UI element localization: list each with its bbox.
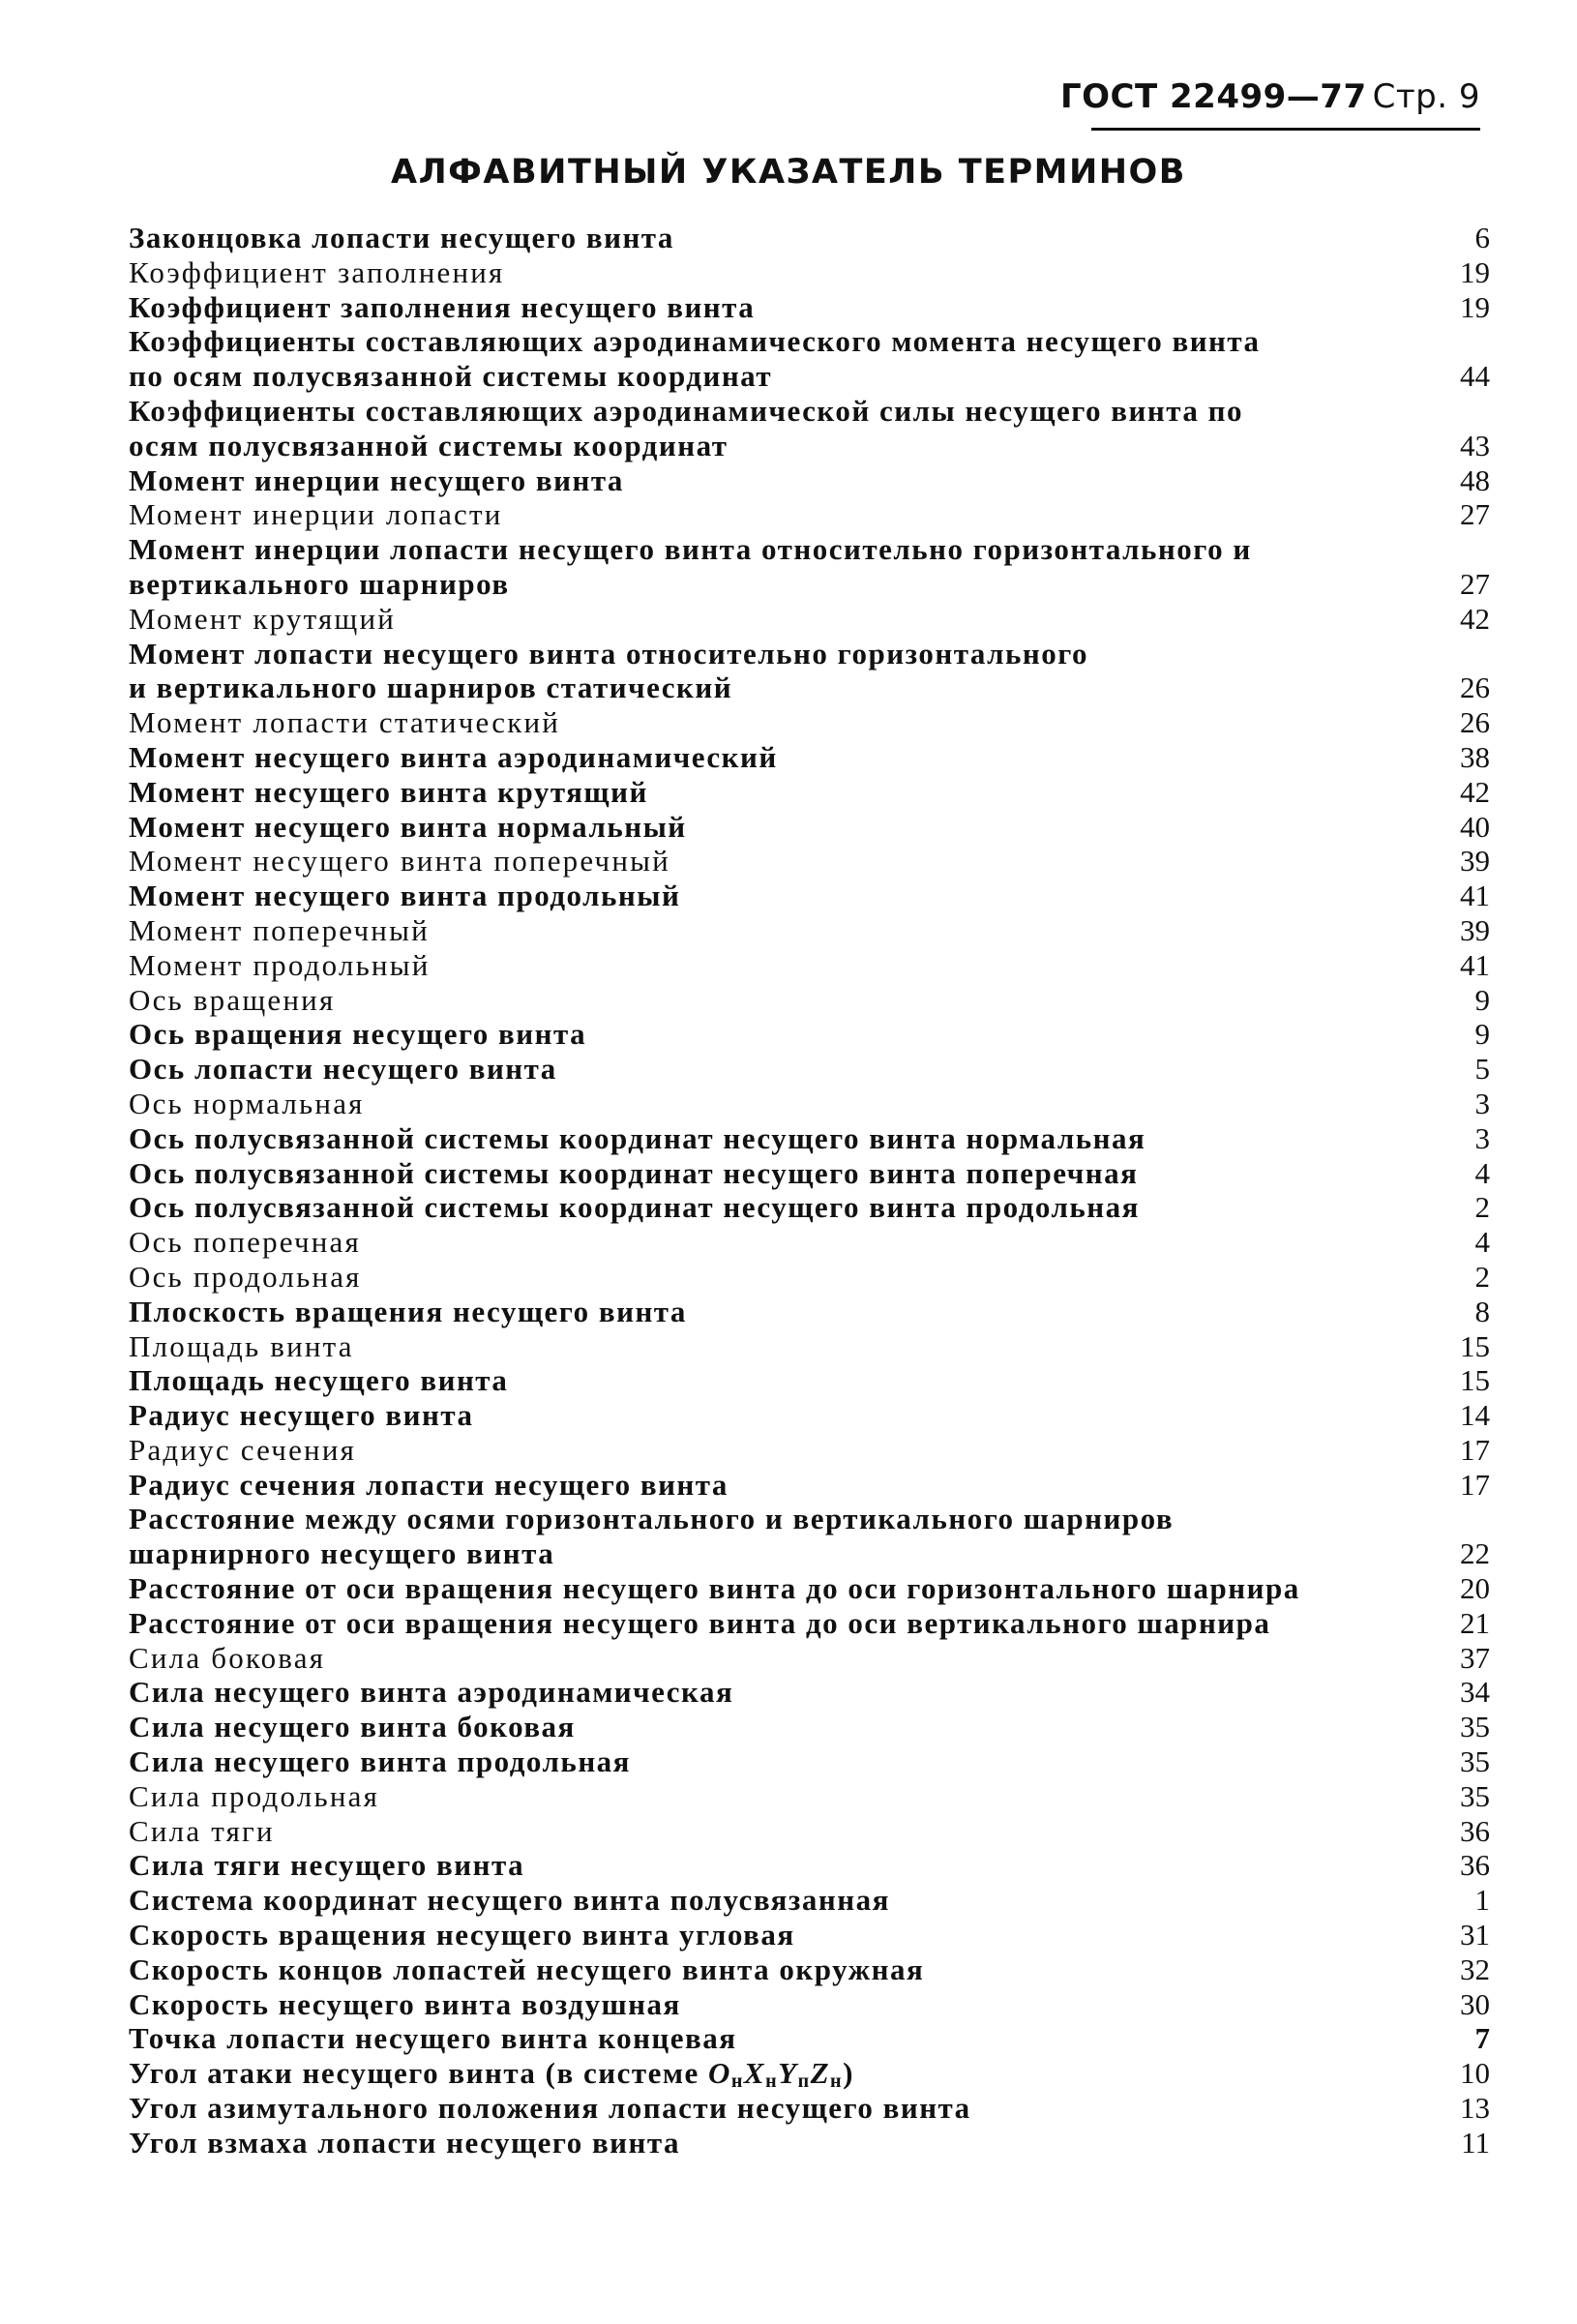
page-number: Стр. 9 [1372, 77, 1480, 116]
index-term: по осям полусвязанной системы координат [129, 359, 773, 394]
index-entry [129, 1433, 1490, 1468]
index-page-number: 35 [1460, 1710, 1490, 1744]
index-entry-line [129, 1987, 1490, 2022]
index-term: Сила несущего винта боковая [129, 1710, 576, 1744]
index-entry-line [129, 1329, 1490, 1364]
index-entry-line [129, 1710, 1490, 1744]
index-entry [129, 2126, 1490, 2160]
index-term: Радиус несущего винта [129, 1398, 474, 1433]
index-entry [129, 740, 1490, 775]
index-page-number: 15 [1460, 1363, 1490, 1398]
index-entry [129, 1156, 1490, 1191]
index-entry-line [129, 463, 1490, 498]
index-entry-line [129, 1571, 1490, 1606]
index-entry-line [129, 1225, 1490, 1260]
index-entry-line [129, 255, 1490, 290]
index-term: Коэффициент заполнения [129, 254, 505, 289]
index-entry-line [129, 1363, 1490, 1398]
index-page-number: 48 [1460, 462, 1490, 497]
index-term: Расстояние от оси вращения несущего винта до оси вертикального шарнира [129, 1605, 1271, 1640]
index-page-number: 36 [1460, 1848, 1490, 1883]
index-term: Законцовка лопасти несущего винта [129, 221, 674, 254]
index-term: Коэффициенты составляющих аэродинамического момента несущего винта [129, 324, 1261, 359]
index-term: Момент несущего винта крутящий [129, 774, 648, 809]
index-entry-line [129, 1017, 1490, 1052]
index-term: Момент инерции лопасти [129, 497, 503, 532]
index-page-number: 37 [1460, 1640, 1490, 1675]
index-term: Ось полусвязанной системы координат несущего винта поперечная [129, 1155, 1139, 1190]
index-term: Плоскость вращения несущего винта [129, 1294, 687, 1328]
index-entry-line [129, 1502, 1490, 1536]
index-entry [129, 844, 1490, 879]
index-term: Расстояние между осями горизонтального и вертикального шарниров [129, 1502, 1175, 1536]
math-symbol: O [707, 2056, 731, 2091]
index-entry [129, 2056, 1490, 2091]
index-page-number: 38 [1460, 739, 1490, 774]
index-term: и вертикального шарниров статический [129, 670, 733, 705]
index-entry [129, 1225, 1490, 1260]
index-page-number: 39 [1460, 912, 1490, 947]
index-term: Сила продольная [129, 1778, 380, 1813]
index-entry [129, 1918, 1490, 1952]
index-entry-line [129, 290, 1490, 325]
index-entry-line [129, 1260, 1490, 1295]
index-page-number: 36 [1460, 1813, 1490, 1848]
math-symbol: н [730, 2071, 744, 2092]
index-entry-line [129, 324, 1490, 359]
index-entry-line [129, 429, 1490, 463]
index-page-number: 3 [1474, 1120, 1490, 1155]
index-term: Момент несущего винта поперечный [129, 844, 670, 879]
index-entry-line [129, 2091, 1490, 2126]
index-entry [129, 705, 1490, 740]
index-entry-line [129, 705, 1490, 740]
index-term: Сила тяги [129, 1813, 275, 1848]
index-term: Момент лопасти статический [129, 705, 561, 740]
index-entry-line [129, 1398, 1490, 1433]
index-entry-line [129, 775, 1490, 810]
index-term: Угол атаки несущего винта (в системе $O_нX_нY_пZ_н$) [129, 2056, 854, 2092]
index-term: Момент несущего винта продольный [129, 879, 681, 913]
index-term: Угол взмаха лопасти несущего винта [129, 2125, 681, 2160]
index-entry [129, 1744, 1490, 1779]
index-page-number: 27 [1460, 497, 1490, 532]
index-page-number: 17 [1460, 1467, 1490, 1502]
index-entry [129, 810, 1490, 845]
index-term: Скорость вращения несущего винта угловая [129, 1918, 795, 1952]
index-page-number: 19 [1460, 254, 1490, 289]
index-entry-line [129, 1848, 1490, 1883]
index-page-number: 8 [1474, 1294, 1490, 1328]
index-page-number: 39 [1460, 844, 1490, 879]
index-entry-line [129, 221, 1490, 255]
math-symbol: Z [810, 2056, 831, 2091]
index-entry-line [129, 1190, 1490, 1225]
index-entry [129, 1814, 1490, 1849]
index-page-number: 20 [1460, 1571, 1490, 1606]
index-entry [129, 1883, 1490, 1918]
page-header [1060, 77, 1480, 116]
index-entry-line [129, 2021, 1490, 2056]
index-entry-line [129, 879, 1490, 913]
index-page-number: 7 [1474, 2021, 1490, 2056]
index-term: Скорость несущего винта воздушная [129, 1986, 681, 2021]
index-term: Площадь несущего винта [129, 1363, 509, 1398]
index-entry [129, 1952, 1490, 1987]
index-entry [129, 1295, 1490, 1329]
index-entry [129, 1641, 1490, 1676]
math-close: ) [843, 2056, 854, 2091]
term-index [129, 221, 1490, 2160]
index-term: Ось поперечная [129, 1225, 361, 1260]
index-entry-line [129, 1468, 1490, 1503]
index-page-number: 2 [1474, 1190, 1490, 1225]
header-rule [1091, 128, 1480, 131]
index-page-number: 40 [1460, 809, 1490, 844]
index-term: Ось вращения несущего винта [129, 1017, 587, 1052]
index-page-number: 4 [1474, 1155, 1490, 1190]
index-page-number: 9 [1474, 1017, 1490, 1052]
index-entry [129, 463, 1490, 498]
index-entry [129, 1398, 1490, 1433]
index-entry [129, 1121, 1490, 1156]
index-page-number: 9 [1474, 982, 1490, 1017]
index-entry [129, 1710, 1490, 1744]
math-symbol: п [797, 2071, 811, 2092]
index-term: Момент несущего винта нормальный [129, 809, 687, 844]
index-term: Ось полусвязанной системы координат несущего винта нормальная [129, 1120, 1146, 1155]
index-page-number: 14 [1460, 1398, 1490, 1433]
index-entry-line [129, 359, 1490, 394]
index-entry-line [129, 1156, 1490, 1191]
index-entry-line [129, 1536, 1490, 1571]
index-entry-line [129, 913, 1490, 948]
index-term: Ось лопасти несущего винта [129, 1052, 557, 1087]
index-entry [129, 1052, 1490, 1087]
index-entry-line [129, 602, 1490, 637]
index-entry-line [129, 1675, 1490, 1710]
index-page-number: 26 [1460, 670, 1490, 705]
index-term: Площадь винта [129, 1328, 354, 1363]
index-entry-line [129, 670, 1490, 705]
index-entry [129, 1502, 1490, 1571]
index-page-number: 4 [1474, 1225, 1490, 1260]
index-page-number: 11 [1461, 2125, 1490, 2160]
index-page-number: 17 [1460, 1432, 1490, 1467]
index-page-number: 35 [1460, 1744, 1490, 1779]
index-entry [129, 775, 1490, 810]
index-entry [129, 532, 1490, 602]
index-entry-line [129, 2126, 1490, 2160]
index-entry [129, 879, 1490, 913]
index-term: Момент поперечный [129, 912, 430, 947]
index-entry [129, 948, 1490, 983]
index-entry [129, 255, 1490, 290]
index-entry [129, 602, 1490, 637]
index-term: Ось вращения [129, 982, 336, 1017]
index-term: Момент несущего винта аэродинамический [129, 739, 778, 774]
index-page-number: 41 [1460, 879, 1490, 913]
index-entry-line [129, 1744, 1490, 1779]
index-entry-line [129, 740, 1490, 775]
index-entry-line [129, 1087, 1490, 1121]
index-page-number: 42 [1460, 601, 1490, 636]
index-entry-line [129, 1433, 1490, 1468]
index-entry [129, 1363, 1490, 1398]
index-page-number: 13 [1460, 2091, 1490, 2126]
page-title: АЛФАВИТНЫЙ УКАЗАТЕЛЬ ТЕРМИНОВ [391, 153, 1186, 192]
index-term: Сила несущего винта аэродинамическая [129, 1675, 734, 1710]
index-term: Момент крутящий [129, 601, 397, 636]
index-entry [129, 1779, 1490, 1814]
index-page-number: 31 [1460, 1918, 1490, 1952]
index-term: Ось продольная [129, 1259, 362, 1294]
index-page-number: 19 [1460, 289, 1490, 324]
index-entry [129, 290, 1490, 325]
index-entry-line [129, 1121, 1490, 1156]
index-entry [129, 1675, 1490, 1710]
index-entry-line [129, 1779, 1490, 1814]
index-term: Ось нормальная [129, 1086, 365, 1120]
index-entry-line [129, 1606, 1490, 1641]
standard-number: ГОСТ 22499—77 [1059, 77, 1367, 116]
index-page-number: 35 [1460, 1778, 1490, 1813]
index-entry [129, 1260, 1490, 1295]
index-page-number: 15 [1460, 1328, 1490, 1363]
index-entry-line [129, 394, 1490, 429]
index-entry [129, 2021, 1490, 2056]
index-entry-line [129, 844, 1490, 879]
index-page-number: 26 [1460, 705, 1490, 740]
math-symbol: X [743, 2056, 766, 2091]
math-symbol: н [765, 2071, 779, 2092]
index-page-number: 32 [1460, 1952, 1490, 1986]
index-page-number: 30 [1460, 1986, 1490, 2021]
index-entry [129, 1848, 1490, 1883]
index-entry-line [129, 2056, 1490, 2091]
index-page-number: 3 [1474, 1086, 1490, 1120]
index-entry-line [129, 1814, 1490, 1849]
index-entry [129, 1987, 1490, 2022]
index-entry-line [129, 1052, 1490, 1087]
index-entry-line [129, 1883, 1490, 1918]
index-entry [129, 1087, 1490, 1121]
index-entry-line [129, 1295, 1490, 1329]
index-entry [129, 2091, 1490, 2126]
index-entry-line [129, 567, 1490, 602]
index-term: Сила тяги несущего винта [129, 1848, 525, 1883]
index-entry [129, 1017, 1490, 1052]
index-page-number: 34 [1460, 1675, 1490, 1710]
index-page-number: 2 [1474, 1259, 1490, 1294]
index-entry-line [129, 637, 1490, 671]
index-term: Система координат несущего винта полусвязанная [129, 1883, 890, 1918]
index-entry-line [129, 1918, 1490, 1952]
index-term: вертикального шарниров [129, 566, 510, 601]
index-page-number: 44 [1460, 359, 1490, 394]
index-entry [129, 1571, 1490, 1606]
index-term: Момент лопасти несущего винта относительно горизонтального [129, 636, 1089, 670]
index-page-number: 6 [1474, 221, 1490, 254]
index-term: Момент продольный [129, 947, 431, 982]
index-term: Сила боковая [129, 1640, 326, 1675]
index-term: Коэффициенты составляющих аэродинамической силы несущего винта по [129, 393, 1243, 428]
index-term: Расстояние от оси вращения несущего винта до оси горизонтального шарнира [129, 1571, 1300, 1606]
index-page-number: 1 [1474, 1883, 1490, 1918]
index-entry [129, 1190, 1490, 1225]
index-entry-line [129, 948, 1490, 983]
index-entry [129, 1606, 1490, 1641]
index-page-number: 21 [1460, 1605, 1490, 1640]
index-entry-line [129, 497, 1490, 532]
index-entry [129, 1329, 1490, 1364]
index-page-number: 43 [1460, 428, 1490, 462]
index-page-number: 42 [1460, 774, 1490, 809]
index-term: Скорость концов лопастей несущего винта окружная [129, 1952, 925, 1986]
index-term: Угол азимутального положения лопасти несущего винта [129, 2091, 971, 2126]
index-page-number: 22 [1460, 1536, 1490, 1571]
index-term: Ось полусвязанной системы координат несущего винта продольная [129, 1190, 1140, 1225]
math-symbol: н [830, 2071, 844, 2092]
index-page-number: 41 [1460, 947, 1490, 982]
index-term: осям полусвязанной системы координат [129, 428, 729, 462]
index-entry-line [129, 1641, 1490, 1676]
math-symbol: Y [778, 2056, 798, 2091]
index-term: Сила несущего винта продольная [129, 1744, 631, 1779]
index-entry [129, 324, 1490, 394]
index-entry-line [129, 983, 1490, 1018]
index-term: Коэффициент заполнения несущего винта [129, 289, 756, 324]
index-entry-line [129, 532, 1490, 567]
index-entry [129, 913, 1490, 948]
index-entry [129, 497, 1490, 532]
index-entry-line [129, 810, 1490, 845]
index-entry [129, 637, 1490, 706]
index-term: Точка лопасти несущего винта концевая [129, 2021, 737, 2056]
index-entry [129, 1468, 1490, 1503]
index-entry [129, 983, 1490, 1018]
index-page-number: 10 [1460, 2056, 1490, 2091]
index-term: Радиус сечения лопасти несущего винта [129, 1467, 729, 1502]
index-term: Радиус сечения [129, 1432, 357, 1467]
index-entry-line [129, 1952, 1490, 1987]
index-page-number: 27 [1460, 566, 1490, 601]
index-term: Момент инерции несущего винта [129, 462, 624, 497]
index-term: Момент инерции лопасти несущего винта относительно горизонтального и [129, 532, 1252, 567]
index-entry [129, 394, 1490, 463]
index-entry [129, 221, 1490, 255]
index-page-number: 5 [1474, 1052, 1490, 1087]
index-term: шарнирного несущего винта [129, 1536, 555, 1571]
